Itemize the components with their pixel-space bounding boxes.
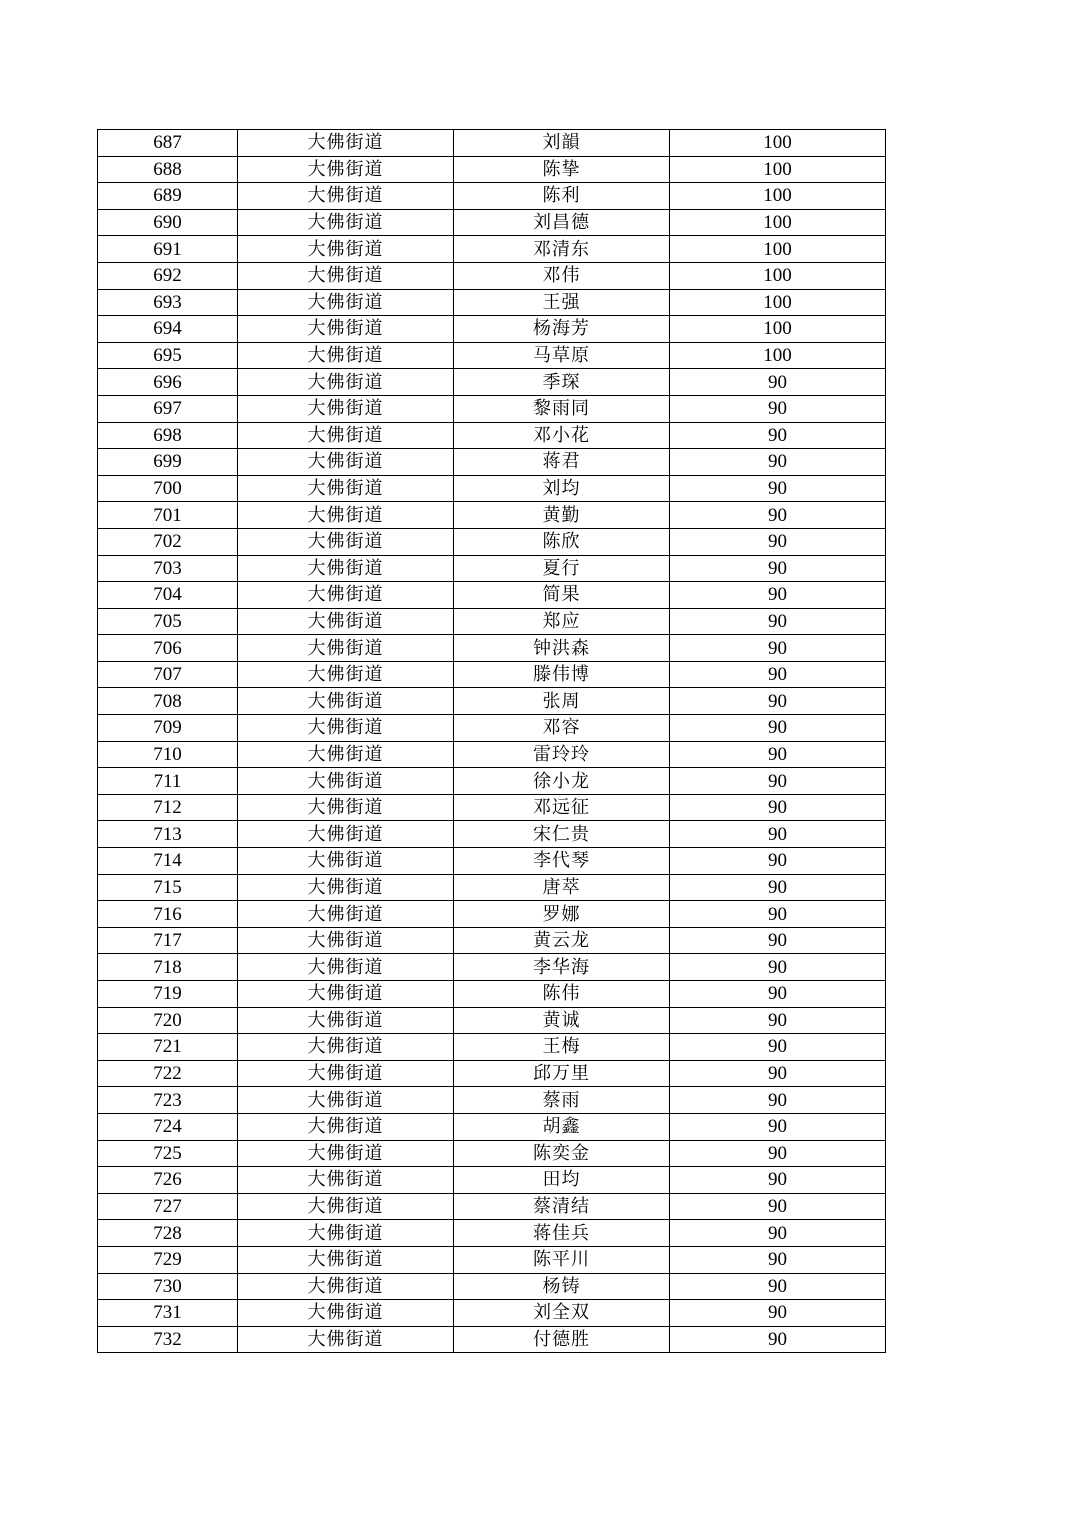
amount-cell: 90 <box>670 661 886 688</box>
street-cell: 大佛街道 <box>238 927 454 954</box>
name-cell: 刘均 <box>454 475 670 502</box>
name-cell: 郑应 <box>454 608 670 635</box>
amount-cell: 90 <box>670 927 886 954</box>
row-number-cell: 691 <box>98 236 238 263</box>
table-row <box>98 1060 886 1087</box>
row-number-cell: 701 <box>98 502 238 529</box>
row-number-cell: 707 <box>98 661 238 688</box>
name-cell: 黄勤 <box>454 502 670 529</box>
table-row <box>98 794 886 821</box>
amount-cell: 100 <box>670 236 886 263</box>
street-cell: 大佛街道 <box>238 1326 454 1353</box>
row-number-cell: 700 <box>98 475 238 502</box>
name-cell: 陈利 <box>454 183 670 210</box>
amount-cell: 100 <box>670 316 886 343</box>
row-number-cell: 713 <box>98 821 238 848</box>
table-row <box>98 1007 886 1034</box>
row-number-cell: 698 <box>98 422 238 449</box>
table-row <box>98 262 886 289</box>
document-table-container <box>97 129 886 1353</box>
table-row <box>98 1113 886 1140</box>
name-cell: 李华海 <box>454 954 670 981</box>
table-row <box>98 1220 886 1247</box>
street-cell: 大佛街道 <box>238 262 454 289</box>
name-cell: 蒋佳兵 <box>454 1220 670 1247</box>
name-cell: 陈挚 <box>454 156 670 183</box>
table-row <box>98 874 886 901</box>
amount-cell: 90 <box>670 395 886 422</box>
name-cell: 邱万里 <box>454 1060 670 1087</box>
table-row <box>98 635 886 662</box>
row-number-cell: 712 <box>98 794 238 821</box>
amount-cell: 90 <box>670 369 886 396</box>
amount-cell: 100 <box>670 183 886 210</box>
table-row <box>98 927 886 954</box>
street-cell: 大佛街道 <box>238 183 454 210</box>
table-row <box>98 688 886 715</box>
street-cell: 大佛街道 <box>238 156 454 183</box>
street-cell: 大佛街道 <box>238 316 454 343</box>
name-cell: 蒋君 <box>454 449 670 476</box>
amount-cell: 90 <box>670 449 886 476</box>
street-cell: 大佛街道 <box>238 1060 454 1087</box>
row-number-cell: 709 <box>98 715 238 742</box>
amount-cell: 90 <box>670 608 886 635</box>
street-cell: 大佛街道 <box>238 661 454 688</box>
row-number-cell: 688 <box>98 156 238 183</box>
row-number-cell: 726 <box>98 1167 238 1194</box>
street-cell: 大佛街道 <box>238 395 454 422</box>
row-number-cell: 697 <box>98 395 238 422</box>
row-number-cell: 689 <box>98 183 238 210</box>
row-number-cell: 708 <box>98 688 238 715</box>
amount-cell: 90 <box>670 901 886 928</box>
table-row <box>98 821 886 848</box>
row-number-cell: 717 <box>98 927 238 954</box>
table-row <box>98 475 886 502</box>
name-cell: 蔡雨 <box>454 1087 670 1114</box>
name-cell: 付德胜 <box>454 1326 670 1353</box>
table-row <box>98 661 886 688</box>
name-cell: 马草原 <box>454 342 670 369</box>
table-row <box>98 1273 886 1300</box>
amount-cell: 90 <box>670 1167 886 1194</box>
row-number-cell: 719 <box>98 981 238 1008</box>
street-cell: 大佛街道 <box>238 1246 454 1273</box>
street-cell: 大佛街道 <box>238 369 454 396</box>
street-cell: 大佛街道 <box>238 715 454 742</box>
amount-cell: 90 <box>670 475 886 502</box>
row-number-cell: 727 <box>98 1193 238 1220</box>
table-row <box>98 369 886 396</box>
amount-cell: 90 <box>670 768 886 795</box>
table-row <box>98 848 886 875</box>
row-number-cell: 732 <box>98 1326 238 1353</box>
row-number-cell: 725 <box>98 1140 238 1167</box>
name-cell: 胡鑫 <box>454 1113 670 1140</box>
name-cell: 邓小花 <box>454 422 670 449</box>
row-number-cell: 729 <box>98 1246 238 1273</box>
street-cell: 大佛街道 <box>238 1193 454 1220</box>
amount-cell: 90 <box>670 1273 886 1300</box>
row-number-cell: 724 <box>98 1113 238 1140</box>
row-number-cell: 690 <box>98 209 238 236</box>
name-cell: 刘昌德 <box>454 209 670 236</box>
row-number-cell: 705 <box>98 608 238 635</box>
table-row <box>98 608 886 635</box>
table-row <box>98 130 886 157</box>
amount-cell: 90 <box>670 981 886 1008</box>
table-row <box>98 209 886 236</box>
street-cell: 大佛街道 <box>238 555 454 582</box>
street-cell: 大佛街道 <box>238 449 454 476</box>
amount-cell: 90 <box>670 582 886 609</box>
street-cell: 大佛街道 <box>238 502 454 529</box>
street-cell: 大佛街道 <box>238 848 454 875</box>
amount-cell: 100 <box>670 289 886 316</box>
street-cell: 大佛街道 <box>238 768 454 795</box>
street-cell: 大佛街道 <box>238 582 454 609</box>
table-row <box>98 1034 886 1061</box>
amount-cell: 90 <box>670 1087 886 1114</box>
street-cell: 大佛街道 <box>238 528 454 555</box>
name-cell: 蔡清结 <box>454 1193 670 1220</box>
table-row <box>98 954 886 981</box>
street-cell: 大佛街道 <box>238 475 454 502</box>
row-number-cell: 723 <box>98 1087 238 1114</box>
street-cell: 大佛街道 <box>238 1034 454 1061</box>
name-cell: 宋仁贵 <box>454 821 670 848</box>
row-number-cell: 693 <box>98 289 238 316</box>
street-cell: 大佛街道 <box>238 289 454 316</box>
street-cell: 大佛街道 <box>238 635 454 662</box>
amount-cell: 90 <box>670 848 886 875</box>
amount-cell: 100 <box>670 262 886 289</box>
street-cell: 大佛街道 <box>238 874 454 901</box>
row-number-cell: 716 <box>98 901 238 928</box>
street-cell: 大佛街道 <box>238 342 454 369</box>
table-row <box>98 316 886 343</box>
street-cell: 大佛街道 <box>238 1300 454 1327</box>
table-row <box>98 1167 886 1194</box>
table-row <box>98 502 886 529</box>
street-cell: 大佛街道 <box>238 1087 454 1114</box>
amount-cell: 90 <box>670 821 886 848</box>
table-row <box>98 1246 886 1273</box>
name-cell: 季琛 <box>454 369 670 396</box>
row-number-cell: 699 <box>98 449 238 476</box>
amount-cell: 90 <box>670 794 886 821</box>
table-row <box>98 901 886 928</box>
table-row <box>98 741 886 768</box>
street-cell: 大佛街道 <box>238 236 454 263</box>
name-cell: 徐小龙 <box>454 768 670 795</box>
street-cell: 大佛街道 <box>238 422 454 449</box>
name-cell: 黄云龙 <box>454 927 670 954</box>
street-cell: 大佛街道 <box>238 1220 454 1247</box>
name-cell: 陈伟 <box>454 981 670 1008</box>
row-number-cell: 704 <box>98 582 238 609</box>
name-cell: 邓清东 <box>454 236 670 263</box>
row-number-cell: 731 <box>98 1300 238 1327</box>
name-cell: 王强 <box>454 289 670 316</box>
amount-cell: 90 <box>670 1060 886 1087</box>
table-row <box>98 156 886 183</box>
street-cell: 大佛街道 <box>238 1113 454 1140</box>
name-cell: 王梅 <box>454 1034 670 1061</box>
street-cell: 大佛街道 <box>238 1167 454 1194</box>
table-row <box>98 1140 886 1167</box>
name-cell: 李代琴 <box>454 848 670 875</box>
row-number-cell: 714 <box>98 848 238 875</box>
street-cell: 大佛街道 <box>238 954 454 981</box>
amount-cell: 90 <box>670 954 886 981</box>
amount-cell: 100 <box>670 156 886 183</box>
street-cell: 大佛街道 <box>238 794 454 821</box>
row-number-cell: 730 <box>98 1273 238 1300</box>
row-number-cell: 703 <box>98 555 238 582</box>
name-cell: 简果 <box>454 582 670 609</box>
street-cell: 大佛街道 <box>238 1007 454 1034</box>
amount-cell: 90 <box>670 1113 886 1140</box>
table-row <box>98 528 886 555</box>
street-cell: 大佛街道 <box>238 981 454 1008</box>
row-number-cell: 711 <box>98 768 238 795</box>
table-row <box>98 1326 886 1353</box>
name-cell: 钟洪森 <box>454 635 670 662</box>
table-row <box>98 342 886 369</box>
name-cell: 黎雨同 <box>454 395 670 422</box>
amount-cell: 90 <box>670 502 886 529</box>
street-cell: 大佛街道 <box>238 130 454 157</box>
table-row <box>98 1087 886 1114</box>
table-row <box>98 715 886 742</box>
street-cell: 大佛街道 <box>238 1273 454 1300</box>
name-cell: 黄诚 <box>454 1007 670 1034</box>
amount-cell: 90 <box>670 715 886 742</box>
row-number-cell: 722 <box>98 1060 238 1087</box>
name-cell: 邓容 <box>454 715 670 742</box>
name-cell: 滕伟博 <box>454 661 670 688</box>
table-row <box>98 422 886 449</box>
street-cell: 大佛街道 <box>238 741 454 768</box>
table-row <box>98 395 886 422</box>
amount-cell: 90 <box>670 874 886 901</box>
street-cell: 大佛街道 <box>238 608 454 635</box>
amount-cell: 90 <box>670 741 886 768</box>
amount-cell: 90 <box>670 1034 886 1061</box>
name-cell: 陈奕金 <box>454 1140 670 1167</box>
name-cell: 刘韻 <box>454 130 670 157</box>
amount-cell: 90 <box>670 528 886 555</box>
amount-cell: 90 <box>670 1326 886 1353</box>
row-number-cell: 692 <box>98 262 238 289</box>
name-cell: 唐萃 <box>454 874 670 901</box>
row-number-cell: 720 <box>98 1007 238 1034</box>
name-cell: 陈欣 <box>454 528 670 555</box>
row-number-cell: 710 <box>98 741 238 768</box>
amount-cell: 90 <box>670 1007 886 1034</box>
row-number-cell: 695 <box>98 342 238 369</box>
name-cell: 陈平川 <box>454 1246 670 1273</box>
street-cell: 大佛街道 <box>238 1140 454 1167</box>
table-row <box>98 1193 886 1220</box>
name-cell: 罗娜 <box>454 901 670 928</box>
table-row <box>98 289 886 316</box>
amount-cell: 100 <box>670 209 886 236</box>
row-number-cell: 694 <box>98 316 238 343</box>
name-cell: 杨铸 <box>454 1273 670 1300</box>
amount-cell: 100 <box>670 130 886 157</box>
row-number-cell: 718 <box>98 954 238 981</box>
table-row <box>98 768 886 795</box>
name-cell: 杨海芳 <box>454 316 670 343</box>
amount-cell: 90 <box>670 635 886 662</box>
amount-cell: 90 <box>670 688 886 715</box>
row-number-cell: 687 <box>98 130 238 157</box>
street-cell: 大佛街道 <box>238 209 454 236</box>
street-cell: 大佛街道 <box>238 688 454 715</box>
name-cell: 夏行 <box>454 555 670 582</box>
row-number-cell: 721 <box>98 1034 238 1061</box>
name-cell: 邓伟 <box>454 262 670 289</box>
amount-cell: 90 <box>670 1220 886 1247</box>
row-number-cell: 728 <box>98 1220 238 1247</box>
street-cell: 大佛街道 <box>238 821 454 848</box>
amount-cell: 90 <box>670 1300 886 1327</box>
table-row <box>98 555 886 582</box>
amount-cell: 90 <box>670 1193 886 1220</box>
street-cell: 大佛街道 <box>238 901 454 928</box>
amount-cell: 90 <box>670 1246 886 1273</box>
table-row <box>98 449 886 476</box>
table-row <box>98 1300 886 1327</box>
row-number-cell: 696 <box>98 369 238 396</box>
name-cell: 雷玲玲 <box>454 741 670 768</box>
amount-cell: 100 <box>670 342 886 369</box>
amount-cell: 90 <box>670 1140 886 1167</box>
table-body <box>98 130 886 1353</box>
name-cell: 田均 <box>454 1167 670 1194</box>
amount-cell: 90 <box>670 555 886 582</box>
name-cell: 张周 <box>454 688 670 715</box>
amount-cell: 90 <box>670 422 886 449</box>
row-number-cell: 706 <box>98 635 238 662</box>
name-cell: 刘全双 <box>454 1300 670 1327</box>
table-row <box>98 981 886 1008</box>
table-row <box>98 582 886 609</box>
table-row <box>98 183 886 210</box>
name-cell: 邓远征 <box>454 794 670 821</box>
row-number-cell: 702 <box>98 528 238 555</box>
row-number-cell: 715 <box>98 874 238 901</box>
table-row <box>98 236 886 263</box>
subsidy-list-table <box>97 129 886 1353</box>
